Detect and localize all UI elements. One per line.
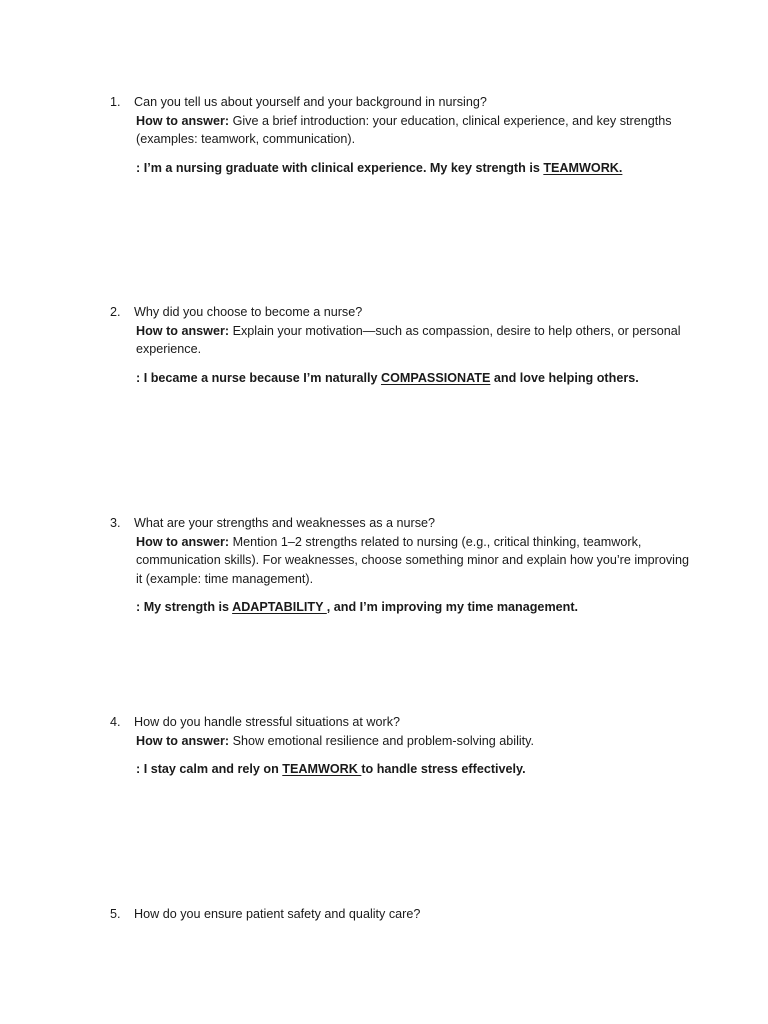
how-to-answer-label: How to answer: [136,534,230,549]
how-to-answer [136,112,690,149]
question-number: 1. [110,95,121,109]
question-line [110,905,690,924]
how-to-answer [136,322,690,359]
question-text: Can you tell us about yourself and your background in nursing? [134,95,487,109]
answer-keyword: TEAMWORK [282,762,362,776]
answer-text-end: , and I’m improving my time management. [326,600,579,614]
question-number: 5. [110,907,121,921]
question-item [110,905,690,924]
answer-text: : My strength is [136,600,233,614]
question-text: How do you handle stressful situations at work? [134,715,401,729]
how-to-answer [136,533,690,589]
how-to-answer-label: How to answer: [136,113,230,128]
sample-answer [136,369,690,388]
answer-text: : I became a nurse because I’m naturally [136,370,381,385]
how-to-answer-label: How to answer: [136,323,230,338]
sample-answer [136,760,690,779]
how-to-answer-label: How to answer: [136,733,230,748]
question-text: What are your strengths and weaknesses as a nurse? [134,516,436,530]
question-number: 3. [110,516,121,530]
question-line [110,713,690,732]
question-number: 2. [110,305,121,319]
question-line [110,303,690,322]
question-text: Why did you choose to become a nurse? [134,305,363,319]
answer-keyword: TEAMWORK. [543,160,623,175]
question-text: How do you ensure patient safety and quality care? [134,907,421,921]
how-to-answer-text: Give a brief introduction: your education, clinical experience, and key strengths (examples: teamwork, communication). [136,113,672,146]
question-number: 4. [110,715,121,729]
answer-keyword: COMPASSIONATE [380,370,491,385]
answer-text-end: to handle stress effectively. [361,762,526,776]
answer-text: : I’m a nursing graduate with clinical experience. My key strength is [136,160,544,175]
how-to-answer-text: Explain your motivation—such as compassion, desire to help others, or personal experience. [136,323,681,356]
question-line [110,93,690,112]
how-to-answer-text: Mention 1–2 strengths related to nursing (e.g., critical thinking, teamwork, communication skills). For weaknesses, choose something minor and explain how you’re improving it (example: time management). [136,534,689,586]
answer-keyword: ADAPTABILITY [232,600,327,614]
how-to-answer-text: Show emotional resilience and problem-solving ability. [229,733,535,748]
question-item [110,303,690,387]
how-to-answer [136,732,690,751]
question-line [110,514,690,533]
answer-text: : I stay calm and rely on [136,762,283,776]
answer-text-end: and love helping others. [490,370,639,385]
question-item [110,93,690,177]
question-item [110,713,690,779]
question-item [110,514,690,617]
sample-answer [136,159,690,178]
sample-answer [136,598,690,617]
